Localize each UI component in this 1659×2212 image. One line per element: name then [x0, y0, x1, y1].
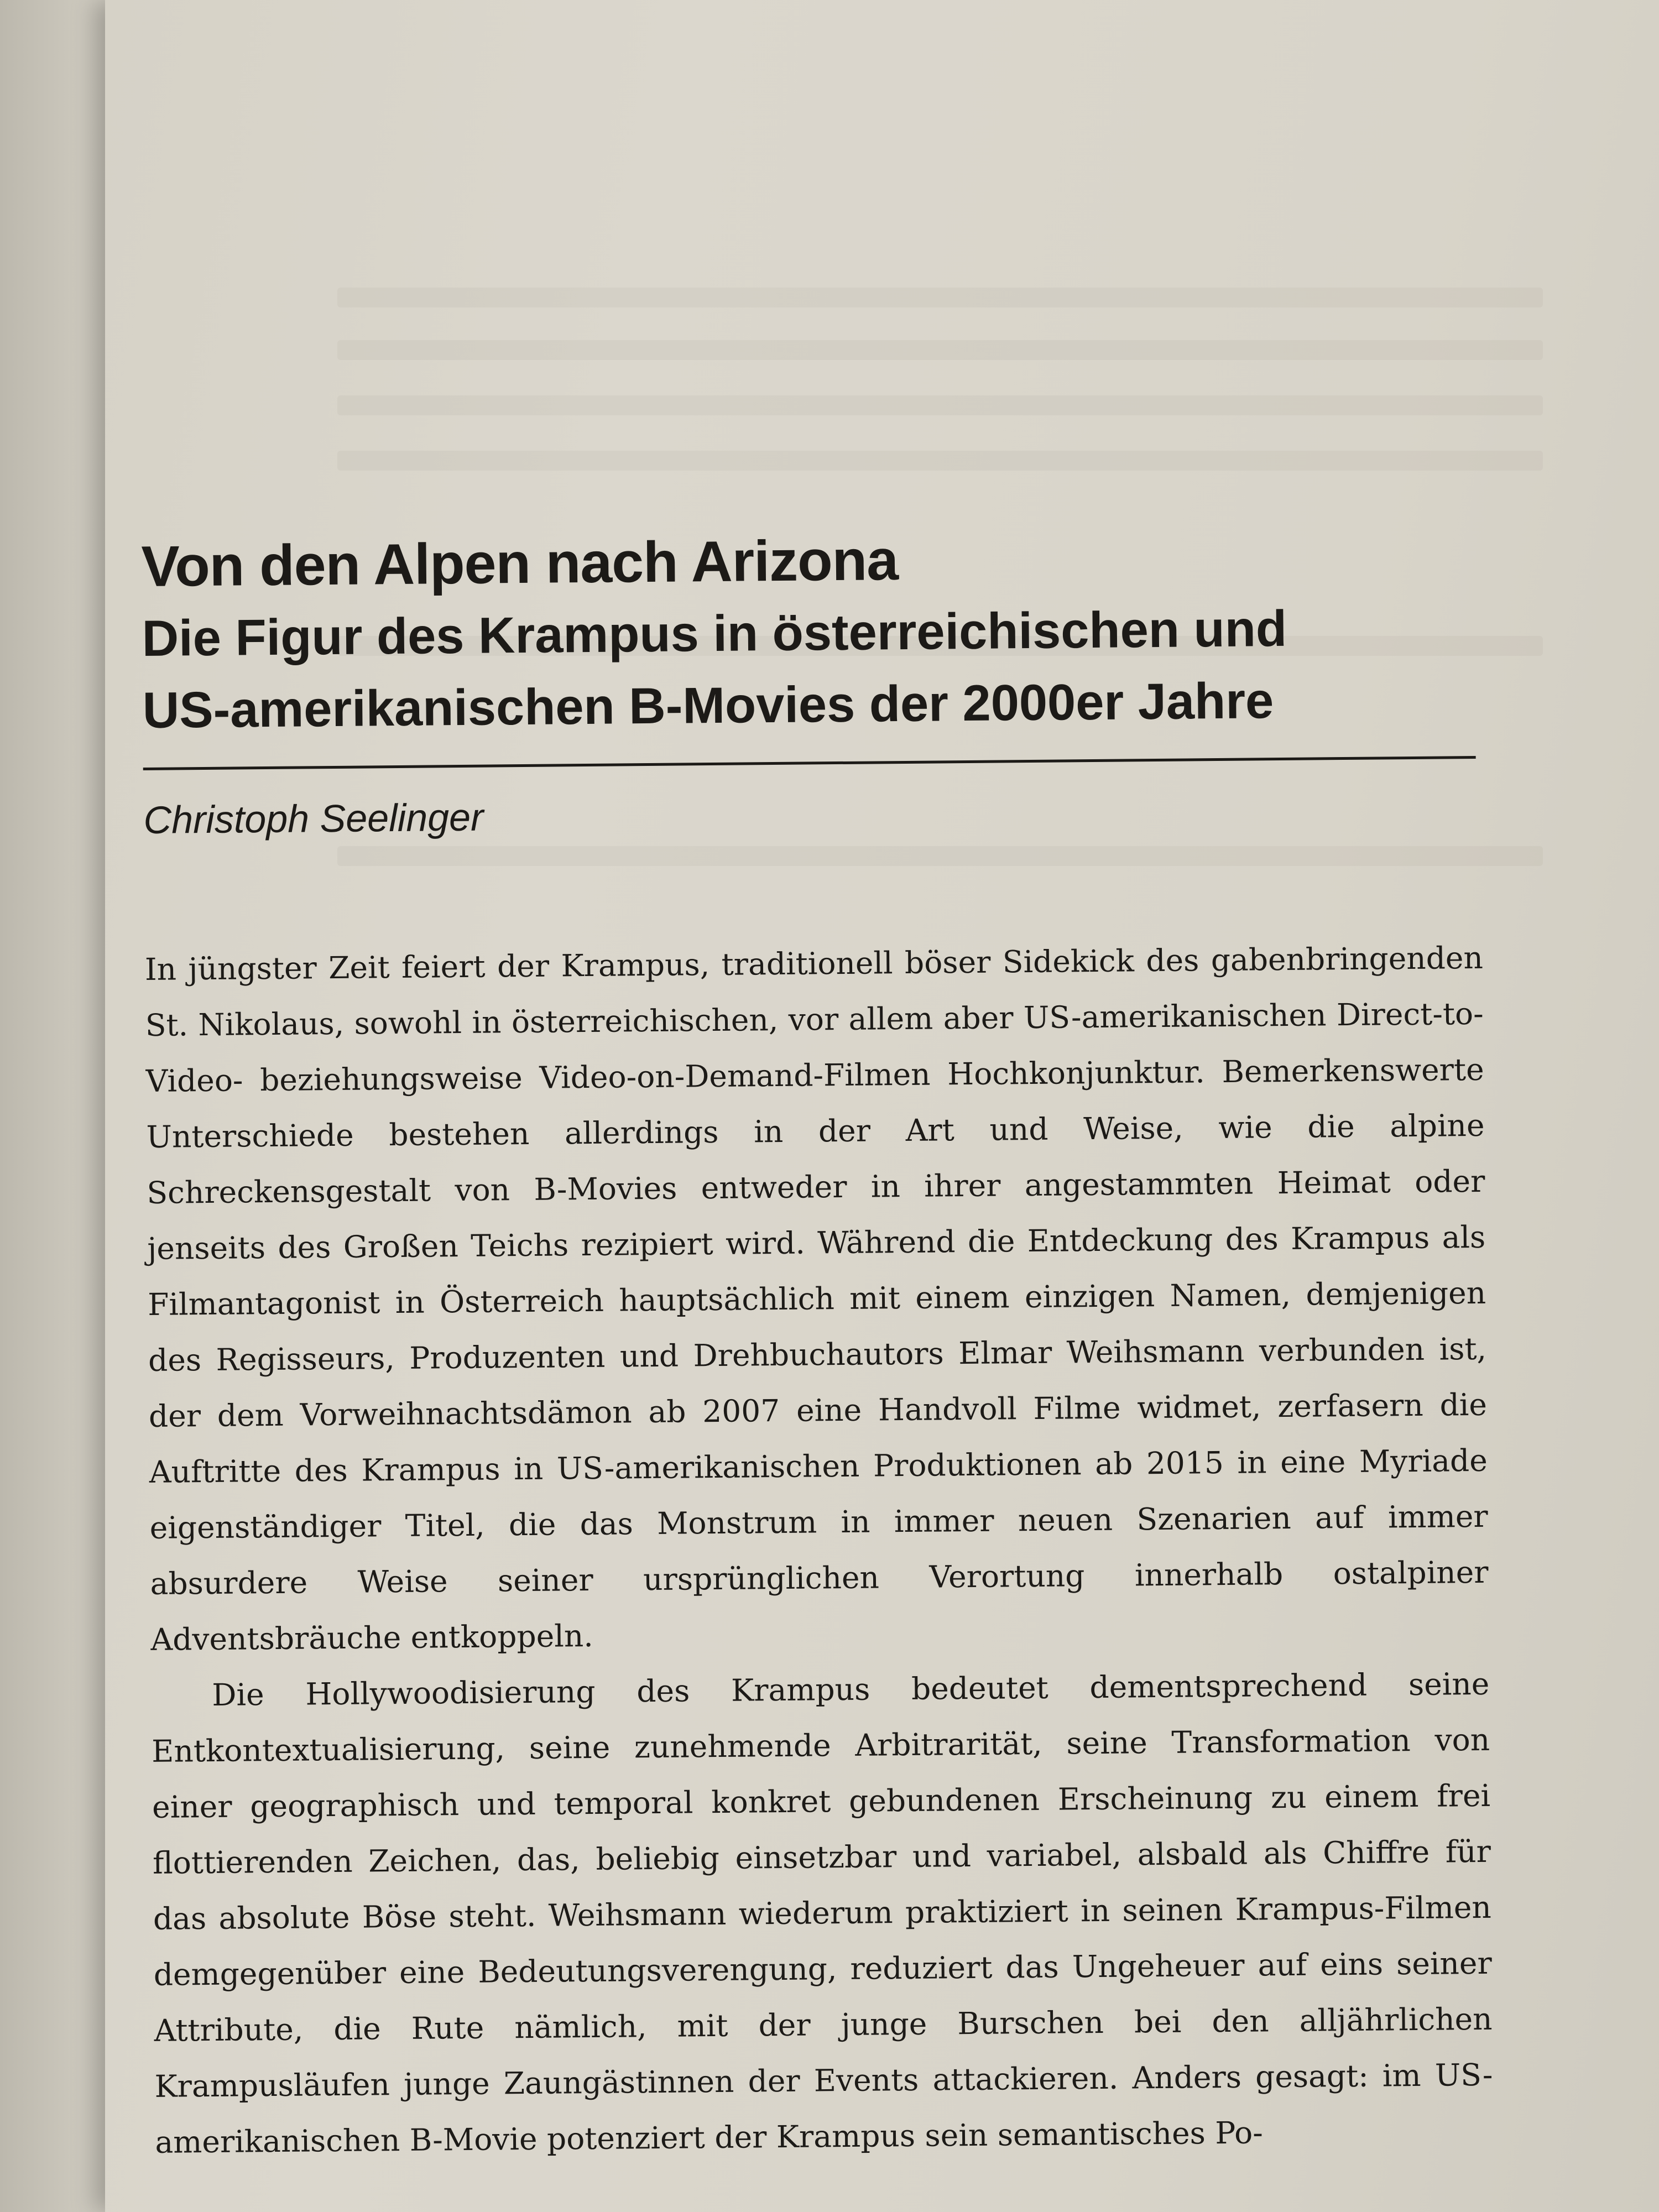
author-name: Christoph Seelinger [143, 795, 484, 842]
article-block [141, 519, 1494, 2171]
show-through-line [337, 395, 1543, 415]
article-title: Von den Alpen nach Arizona [141, 528, 899, 599]
show-through-line [337, 288, 1543, 307]
body-paragraph: In jüngster Zeit feiert der Krampus, traditionell böser Sidekick des gabenbringenden St. Nikolaus, sowohl in österreichischen, vor allem aber US-amerikanischen Direct-to-Video- beziehungsweise Video-on-Demand-Filmen Hochkonjunktur. Bemerkenswerte Unterschiede bestehen allerdings in der Art und Weise, wie die alpine Schreckensgestalt von B-Movies entweder in ihrer angestammten Heimat oder jenseits des Großen Teichs rezipiert wird. Während die Entdeckung des Krampus als Filmantagonist in Österreich hauptsächlich mit einem einzigen Namen, demjenigen des Regisseurs, Produzenten und Drehbuchautors Elmar Weihsmann verbunden ist, der dem Vorweihnachtsdämon ab 2007 eine Handvoll Filme widmet, zerfasern die Auftritte des Krampus in US-amerikanischen Produktionen ab 2015 in eine Myriade eigenständiger Titel, die das Monstrum in immer neuen Szenarien auf immer absurdere Weise seiner ursprünglichen Verortung innerhalb ostalpiner Adventsbräuche entkoppeln. [144, 940, 1489, 1657]
book-spine [0, 0, 111, 2212]
body-paragraph: Die Hollywoodisierung des Krampus bedeutet dementsprechend seine Entkontextualisierung, seine zunehmende Arbitrarität, seine Transformation von einer geographisch und temporal konkret gebundenen Erscheinung zu einem frei flottierenden Zeichen, das, beliebig einsetzbar und variabel, alsbald als Chiffre für das absolute Böse steht. Weihsmann wiederum praktiziert in seinen Krampus-Filmen demgegenüber eine Bedeutungsverengung, reduziert das Ungeheuer auf eins seiner Attribute, die Rute nämlich, mit der junge Burschen bei den alljährlichen Krampusläufen junge Zaungästinnen der Events attackieren. Anders gesagt: im US-amerikanischen B-Movie potenziert der Krampus sein semantisches Po- [151, 1666, 1493, 2160]
show-through-line [337, 451, 1543, 471]
title-divider [143, 756, 1476, 770]
article-subtitle: Die Figur des Krampus in österreichischen und US-amerikanischen B-Movies der 2000er Jahre [142, 600, 1287, 739]
show-through-line [337, 340, 1543, 360]
